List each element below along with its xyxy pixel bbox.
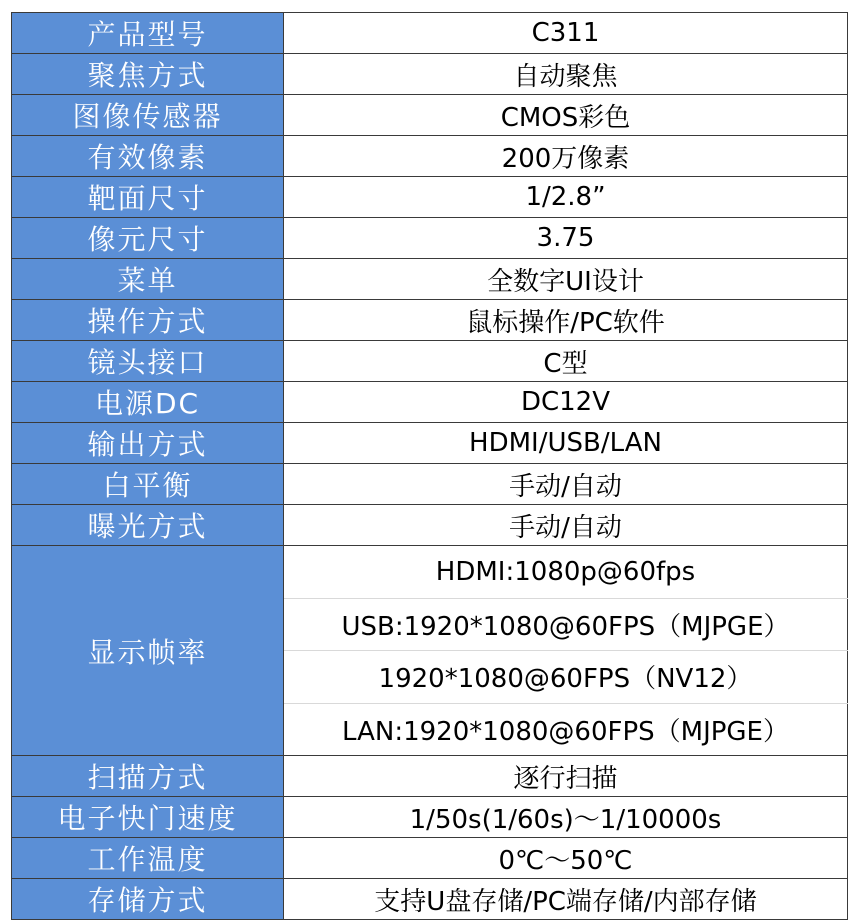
- spec-label: 操作方式: [12, 300, 284, 341]
- spec-label: 曝光方式: [12, 505, 284, 546]
- spec-value: LAN:1920*1080@60FPS（MJPGE）: [284, 703, 848, 756]
- spec-row-power: [12, 382, 848, 423]
- spec-row-pixel-size: [12, 218, 848, 259]
- spec-row-exposure: [12, 505, 848, 546]
- spec-value: C型: [284, 341, 848, 382]
- spec-value: 全数字UI设计: [284, 259, 848, 300]
- spec-label: 像元尺寸: [12, 218, 284, 259]
- spec-label: 输出方式: [12, 423, 284, 464]
- spec-value: 1920*1080@60FPS（NV12）: [284, 651, 848, 704]
- spec-row-output: [12, 423, 848, 464]
- spec-value: C311: [284, 13, 848, 54]
- spec-label: 白平衡: [12, 464, 284, 505]
- spec-value: HDMI/USB/LAN: [284, 423, 848, 464]
- spec-row-shutter: [12, 797, 848, 838]
- spec-row-sensor: [12, 95, 848, 136]
- spec-value: 3.75: [284, 218, 848, 259]
- spec-value: 1/50s(1/60s)～1/10000s: [284, 797, 848, 838]
- spec-row-lens-mount: [12, 341, 848, 382]
- spec-value: HDMI:1080p@60fps: [284, 546, 848, 599]
- spec-label: 聚焦方式: [12, 54, 284, 95]
- spec-label: 图像传感器: [12, 95, 284, 136]
- spec-label: 菜单: [12, 259, 284, 300]
- spec-row-operation: [12, 300, 848, 341]
- spec-row-menu: [12, 259, 848, 300]
- spec-label: 镜头接口: [12, 341, 284, 382]
- spec-value: 手动/自动: [284, 464, 848, 505]
- spec-label: 有效像素: [12, 136, 284, 177]
- spec-value: 200万像素: [284, 136, 848, 177]
- spec-row-white-balance: [12, 464, 848, 505]
- spec-label: 产品型号: [12, 13, 284, 54]
- spec-value: USB:1920*1080@60FPS（MJPGE）: [284, 598, 848, 651]
- spec-label: 显示帧率: [12, 546, 284, 756]
- spec-value: 0℃～50℃: [284, 838, 848, 879]
- spec-label: 电子快门速度: [12, 797, 284, 838]
- spec-label: 存储方式: [12, 879, 284, 920]
- spec-table: [11, 12, 848, 920]
- spec-value: 鼠标操作/PC软件: [284, 300, 848, 341]
- spec-row-scan: [12, 756, 848, 797]
- spec-row-temperature: [12, 838, 848, 879]
- spec-row-storage: [12, 879, 848, 920]
- spec-value: DC12V: [284, 382, 848, 423]
- spec-label: 工作温度: [12, 838, 284, 879]
- spec-row-frame-rate: [12, 546, 848, 599]
- spec-label: 电源DC: [12, 382, 284, 423]
- spec-value: 逐行扫描: [284, 756, 848, 797]
- spec-value: 手动/自动: [284, 505, 848, 546]
- spec-row-target-size: [12, 177, 848, 218]
- spec-label: 扫描方式: [12, 756, 284, 797]
- spec-value: 支持U盘存储/PC端存储/内部存储: [284, 879, 848, 920]
- spec-label: 靶面尺寸: [12, 177, 284, 218]
- spec-row-focus: [12, 54, 848, 95]
- spec-row-pixels: [12, 136, 848, 177]
- spec-value: CMOS彩色: [284, 95, 848, 136]
- spec-value: 自动聚焦: [284, 54, 848, 95]
- spec-value: 1/2.8”: [284, 177, 848, 218]
- spec-row-model: [12, 13, 848, 54]
